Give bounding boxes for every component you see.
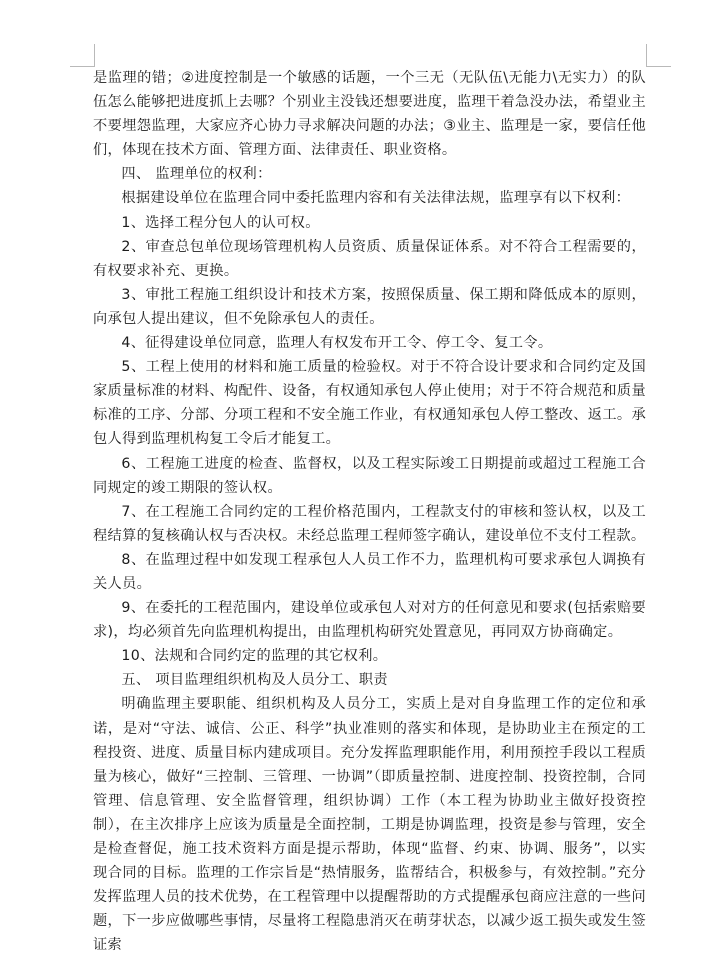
section-heading-rights: 四、 监理单位的权利： (121, 166, 272, 183)
list-item: 4、征得建设单位同意，监理人有权发布开工令、停工令、复工令。 (121, 335, 553, 352)
list-item: 1、选择工程分包人的认可权。 (121, 214, 320, 231)
list-item: 10、法规和合同约定的监理的其它权利。 (121, 648, 388, 665)
section-heading-organization: 五、 项目监理组织机构及人员分工、职责 (121, 672, 388, 689)
list-item: 3、审批工程施工组织设计和技术方案，按照保质量、保工期和降低成本的原则，向承包人提出建议，但不免除承包人的责任。 (93, 286, 646, 327)
paragraph: 根据建设单位在监理合同中委托监理内容和有关法律法规，监理享有以下权利： (121, 190, 631, 207)
list-item: 8、在监理过程中如发现工程承包人人员工作不力，监理机构可要求承包人调换有关人员。 (93, 551, 646, 592)
document-body (93, 66, 646, 957)
list-item: 7、在工程施工合同约定的工程价格范围内，工程款支付的审核和签认权，以及工程结算的复核确认权与否决权。未经总监理工程师签字确认，建设单位不支付工程款。 (93, 503, 646, 544)
crop-mark-top-right (646, 44, 671, 67)
paragraph: 是监理的错；②进度控制是一个敏感的话题，一个三无（无队伍\无能力\无实力）的队伍怎么能够把进度抓上去哪？个别业主没钱还想要进度，监理干着急没办法，希望业主不要埋怨监理，大家应齐心协力寻求解决问题的办法；③业主、监理是一家，要信任他们，体现在技术方面、管理方面、法律责任、职业资格。 (93, 70, 646, 159)
list-item: 2、审查总包单位现场管理机构人员资质、质量保证体系。对不符合工程需要的，有权要求补充、更换。 (93, 238, 646, 279)
crop-mark-top-left (70, 44, 95, 67)
list-item: 5、工程上使用的材料和施工质量的检验权。对于不符合设计要求和合同约定及国家质量标准的材料、构配件、设备，有权通知承包人停止使用；对于不符合规范和质量标准的工序、分部、分项工程和不安全施工作业，有权通知承包人停工整改、返工。承包人得到监理机构复工令后才能复工。 (93, 359, 646, 448)
list-item: 9、在委托的工程范围内，建设单位或承包人对对方的任何意见和要求(包括索赔要求)，均必须首先向监理机构提出，由监理机构研究处置意见，再同双方协商确定。 (93, 600, 646, 641)
paragraph: 明确监理主要职能、组织机构及人员分工，实质上是对自身监理工作的定位和承诺，是对“守法、诚信、公正、科学”执业准则的落实和体现，是协助业主在预定的工程投资、进度、质量目标内建成项目。充分发挥监理职能作用，利用预控手段以工程质量为核心，做好“三控制、三管理、一协调”（即质量控制、进度控制、投资控制，合同管理、信息管理、安全监督管理，组织协调）工作（本工程为协助业主做好投资控制），在主次排序上应该为质量是全面控制，工期是协调监理，投资是参与管理，安全是检查督促，施工技术资料方面是提示帮助，体现“监督、约束、协调、服务”，以实现合同的目标。监理的工作宗旨是“热情服务，监帮结合，积极参与，有效控制。”充分发挥监理人员的技术优势，在工程管理中以提醒帮助的方式提醒承包商应注意的一些问题，下一步应做哪些事情，尽量将工程隐患消灭在萌芽状态，以减少返工损失或发生签证索 (93, 696, 646, 954)
list-item: 6、工程施工进度的检查、监督权，以及工程实际竣工日期提前或超过工程施工合同规定的竣工期限的签认权。 (93, 455, 646, 496)
